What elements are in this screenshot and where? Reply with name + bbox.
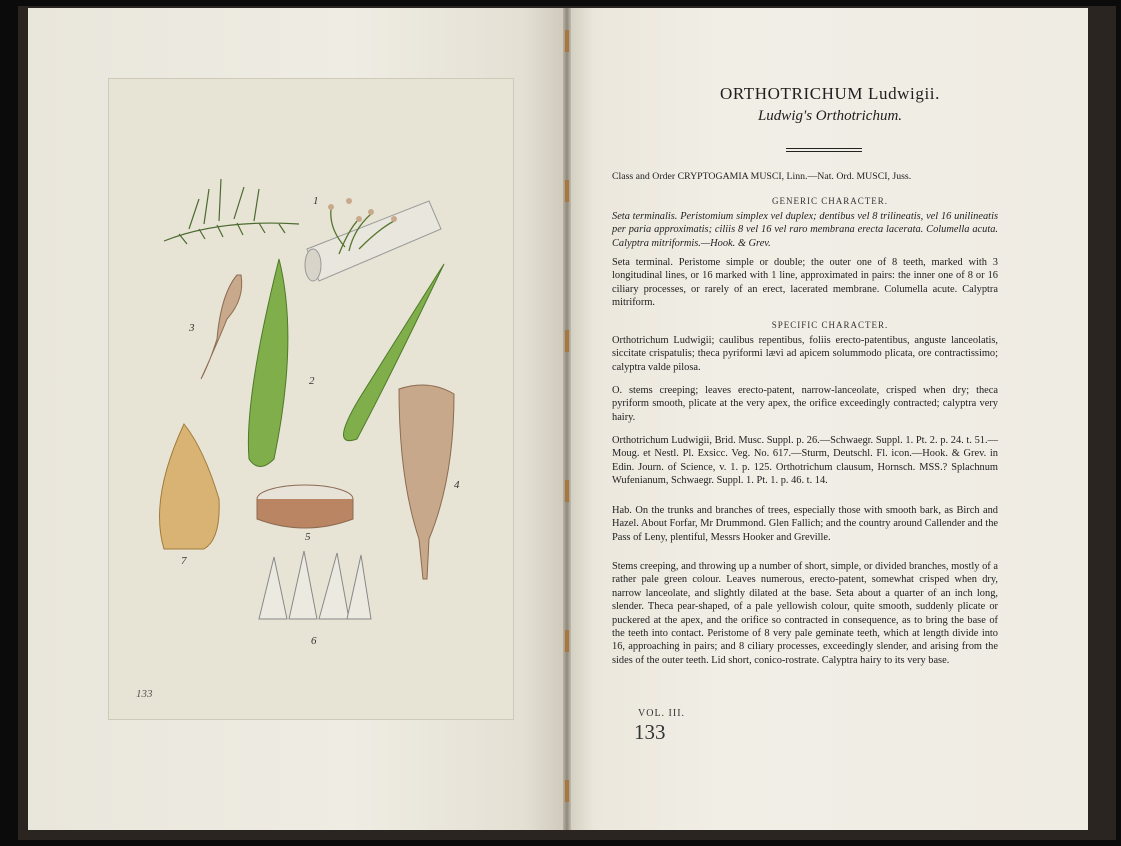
- leaf-figure: [248, 259, 288, 467]
- stitch: [565, 480, 569, 502]
- figure-label: 7: [181, 555, 187, 567]
- page-title: ORTHOTRICHUM Ludwigii.: [720, 84, 940, 103]
- figure-label: 1: [313, 195, 319, 207]
- habitat: Hab. On the trunks and branches of trees, especially those with smooth bark, as Birch and Hazel. About Forfar, Mr Drummond. Glen Fallich; and the country around Callender and the Pass of Leny, plentiful, Messrs Hooker and Greville.: [612, 505, 998, 543]
- botanical-plate: [108, 78, 514, 720]
- generic-character-latin: Seta terminalis. Peristomium simplex vel duplex; dentibus vel 8 trilineatis, vel 16 unilineatis per paria approximatis; ciliis 8 vel 16 vel raro membrana erecta lacerata. Columella acuta. Calyptra mitriformis.—Hook. & Grev.: [612, 211, 998, 249]
- specific-character-english: O. stems creeping; leaves erecto-patent, narrow-lanceolate, crisped when dry; theca pyriform smooth, plicate at the very apex, the orifice exceedingly contracted; calyptra very hairy.: [612, 385, 998, 423]
- stitch: [565, 180, 569, 202]
- divider: [786, 148, 862, 149]
- specific-character-header: SPECIFIC CHARACTER.: [771, 320, 889, 330]
- divider: [786, 151, 862, 152]
- specific-character-latin: Orthotrichum Ludwigii; caulibus repentibus, foliis erecto-patentibus, anguste lanceolatis, siccitate crispatulis; theca pyriformi lævi ad apicem solummodo plicata, ore contractissimo; calyptra valde pilosa.: [612, 335, 998, 373]
- stitch: [565, 330, 569, 352]
- plate-number: 133: [136, 688, 153, 700]
- synonymy: Orthotrichum Ludwigii, Brid. Musc. Suppl. p. 26.—Schwaegr. Suppl. 1. Pt. 2. p. 24. t. 51.—Moug. et Nestl. Pl. Exsicc. Veg. No. 617.—Sturm, Deutschl. Fl. icon.—Hook. & Grev. in Edin. Journ. of Science, v. 1. p. 125. Orthotrichum clausum, Hornsch. MSS.? Splachnum Wufenianum, Schwaegr. Suppl. 1. Pt. 1. p. 46. t. 14.: [612, 435, 998, 487]
- log-with-moss-figure: [305, 198, 441, 281]
- page-subtitle: Ludwig's Orthotrichum.: [757, 108, 903, 124]
- moss-sprig-figure: [164, 179, 299, 244]
- peristome-teeth-figure: [259, 551, 371, 619]
- figure-label: 6: [311, 635, 317, 647]
- book-gutter: [563, 8, 571, 830]
- figure-label: 3: [189, 322, 195, 334]
- figure-label: 2: [309, 375, 315, 387]
- volume-label: VOL. III.: [638, 708, 686, 719]
- stitch: [565, 30, 569, 52]
- page-number: 133: [634, 720, 666, 744]
- description: Stems creeping, and throwing up a number of short, simple, or divided branches, mostly of a rather pale green colour. Leaves numerous, erecto-patent, somewhat crisped when dry, narrow lanceolate, and slightly dilated at the base. Seta about a quarter of an inch long, slender. Theca pear-shaped, of a pale yellowish colour, quite smooth, suddenly plicate or puckered at the apex, and the orifice so contracted in consequence, as to bring the base of the teeth into contact. Peristome of 8 very pale geminate teeth, which at length divide into 16, approaching in pairs; and 8 ciliary processes, exceedingly slender, and arising from the sides of the outer teeth. Lid short, conico-rostrate. Calyptra hairy to its very base.: [612, 561, 998, 666]
- stitch: [565, 780, 569, 802]
- stitch: [565, 630, 569, 652]
- class-order-line: Class and Order CRYPTOGAMIA MUSCI, Linn.—Nat. Ord. MUSCI, Juss.: [612, 171, 912, 182]
- calyptra-figure: [160, 424, 220, 549]
- plate-illustration: [109, 79, 513, 719]
- generic-character-english: Seta terminal. Peristome simple or double; the outer one of 8 teeth, marked with 3 longitudinal lines, or 16 marked with 1 line, approximated in pairs: the inner one of 8 or 16 ciliary processes, or rarely of an erect, lacerated membrane. Columella acute. Calyptra mitriform.: [612, 257, 998, 309]
- capsule-large-figure: [399, 385, 454, 579]
- figure-label: 4: [454, 479, 460, 491]
- generic-character-header: GENERIC CHARACTER.: [771, 196, 888, 206]
- figure-label: 5: [305, 531, 311, 543]
- capsule-small-figure: [201, 275, 242, 379]
